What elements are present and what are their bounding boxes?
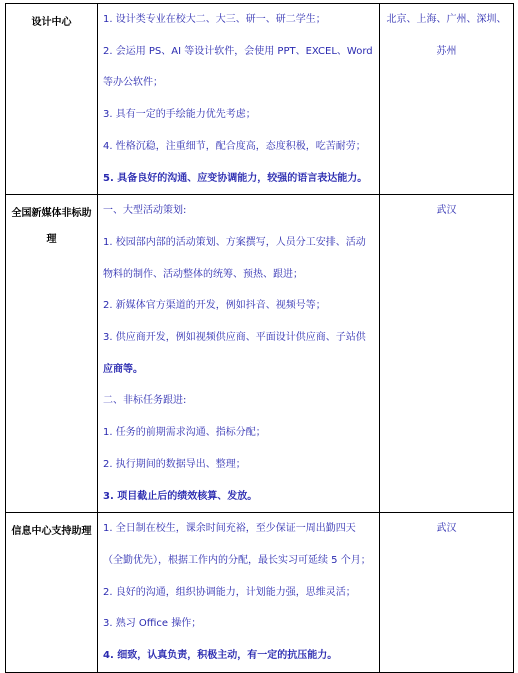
requirement-line: （全勤优先），根据工作内的分配，最长实习可延续 5 个月； [103,554,371,566]
table-row [6,195,514,513]
department-cell [6,195,98,513]
requirement-line: 物料的制作、活动整体的统筹、预热、跟进； [103,268,303,280]
requirement-line: 应商等。 [103,363,143,375]
requirement-line: 二、非标任务跟进: [103,395,187,407]
requirement-line: 1. 设计类专业在校大二、大三、研一、研二学生； [103,14,326,25]
job-requirements-table [5,3,514,673]
table-row [6,4,514,195]
location-cell [380,4,514,195]
department-name: 信息中心支持助理 [11,526,92,538]
department-name: 设计中心 [31,17,72,28]
location-text: 武汉 [436,205,457,217]
location-cell [380,513,514,673]
requirements-cell [98,195,380,513]
requirement-line: 5. 具备良好的沟通、应变协调能力，较强的语言表达能力。 [103,172,368,184]
department-cell [6,4,98,195]
requirement-line: 3. 供应商开发，例如视频供应商、平面设计供应商、子站供 [103,332,366,344]
location-cell [380,195,514,513]
requirement-line: 4. 细致，认真负责，积极主动，有一定的抗压能力。 [103,650,338,662]
department-name: 全国新媒体非标助理 [11,208,92,246]
requirements-cell [98,513,380,673]
requirement-line: 3. 具有一定的手绘能力优先考虑； [103,109,256,121]
requirement-line: 3. 熟习 Office 操作； [103,618,202,630]
location-text: 北京、上海、广州、深圳、苏州 [386,14,507,57]
requirement-line: 2. 良好的沟通，组织协调能力，计划能力强，思维灵活； [103,586,356,598]
requirement-line: 2. 新媒体官方渠道的开发，例如抖音、视频号等； [103,300,326,312]
requirement-line: 1. 任务的前期需求沟通、指标分配； [103,427,266,439]
requirements-cell [98,4,380,195]
requirement-line: 等办公软件； [103,77,163,89]
requirement-line: 1. 全日制在校生，课余时间充裕，至少保证一周出勤四天 [103,523,356,535]
requirement-line: 1. 校园部内部的活动策划、方案撰写，人员分工安排、活动 [103,236,366,248]
requirement-line: 2. 执行期间的数据导出、整理； [103,458,246,470]
requirement-line: 2. 会运用 PS、AI 等设计软件，会使用 PPT、EXCEL、Word [103,45,373,57]
location-text: 武汉 [436,523,457,535]
table-row [6,513,514,673]
department-cell [6,513,98,673]
requirement-line: 4. 性格沉稳，注重细节，配合度高，态度积极，吃苦耐劳； [103,140,366,152]
requirement-line: 一、大型活动策划: [103,205,187,217]
requirement-line: 3. 项目截止后的绩效核算、发放。 [103,490,258,502]
